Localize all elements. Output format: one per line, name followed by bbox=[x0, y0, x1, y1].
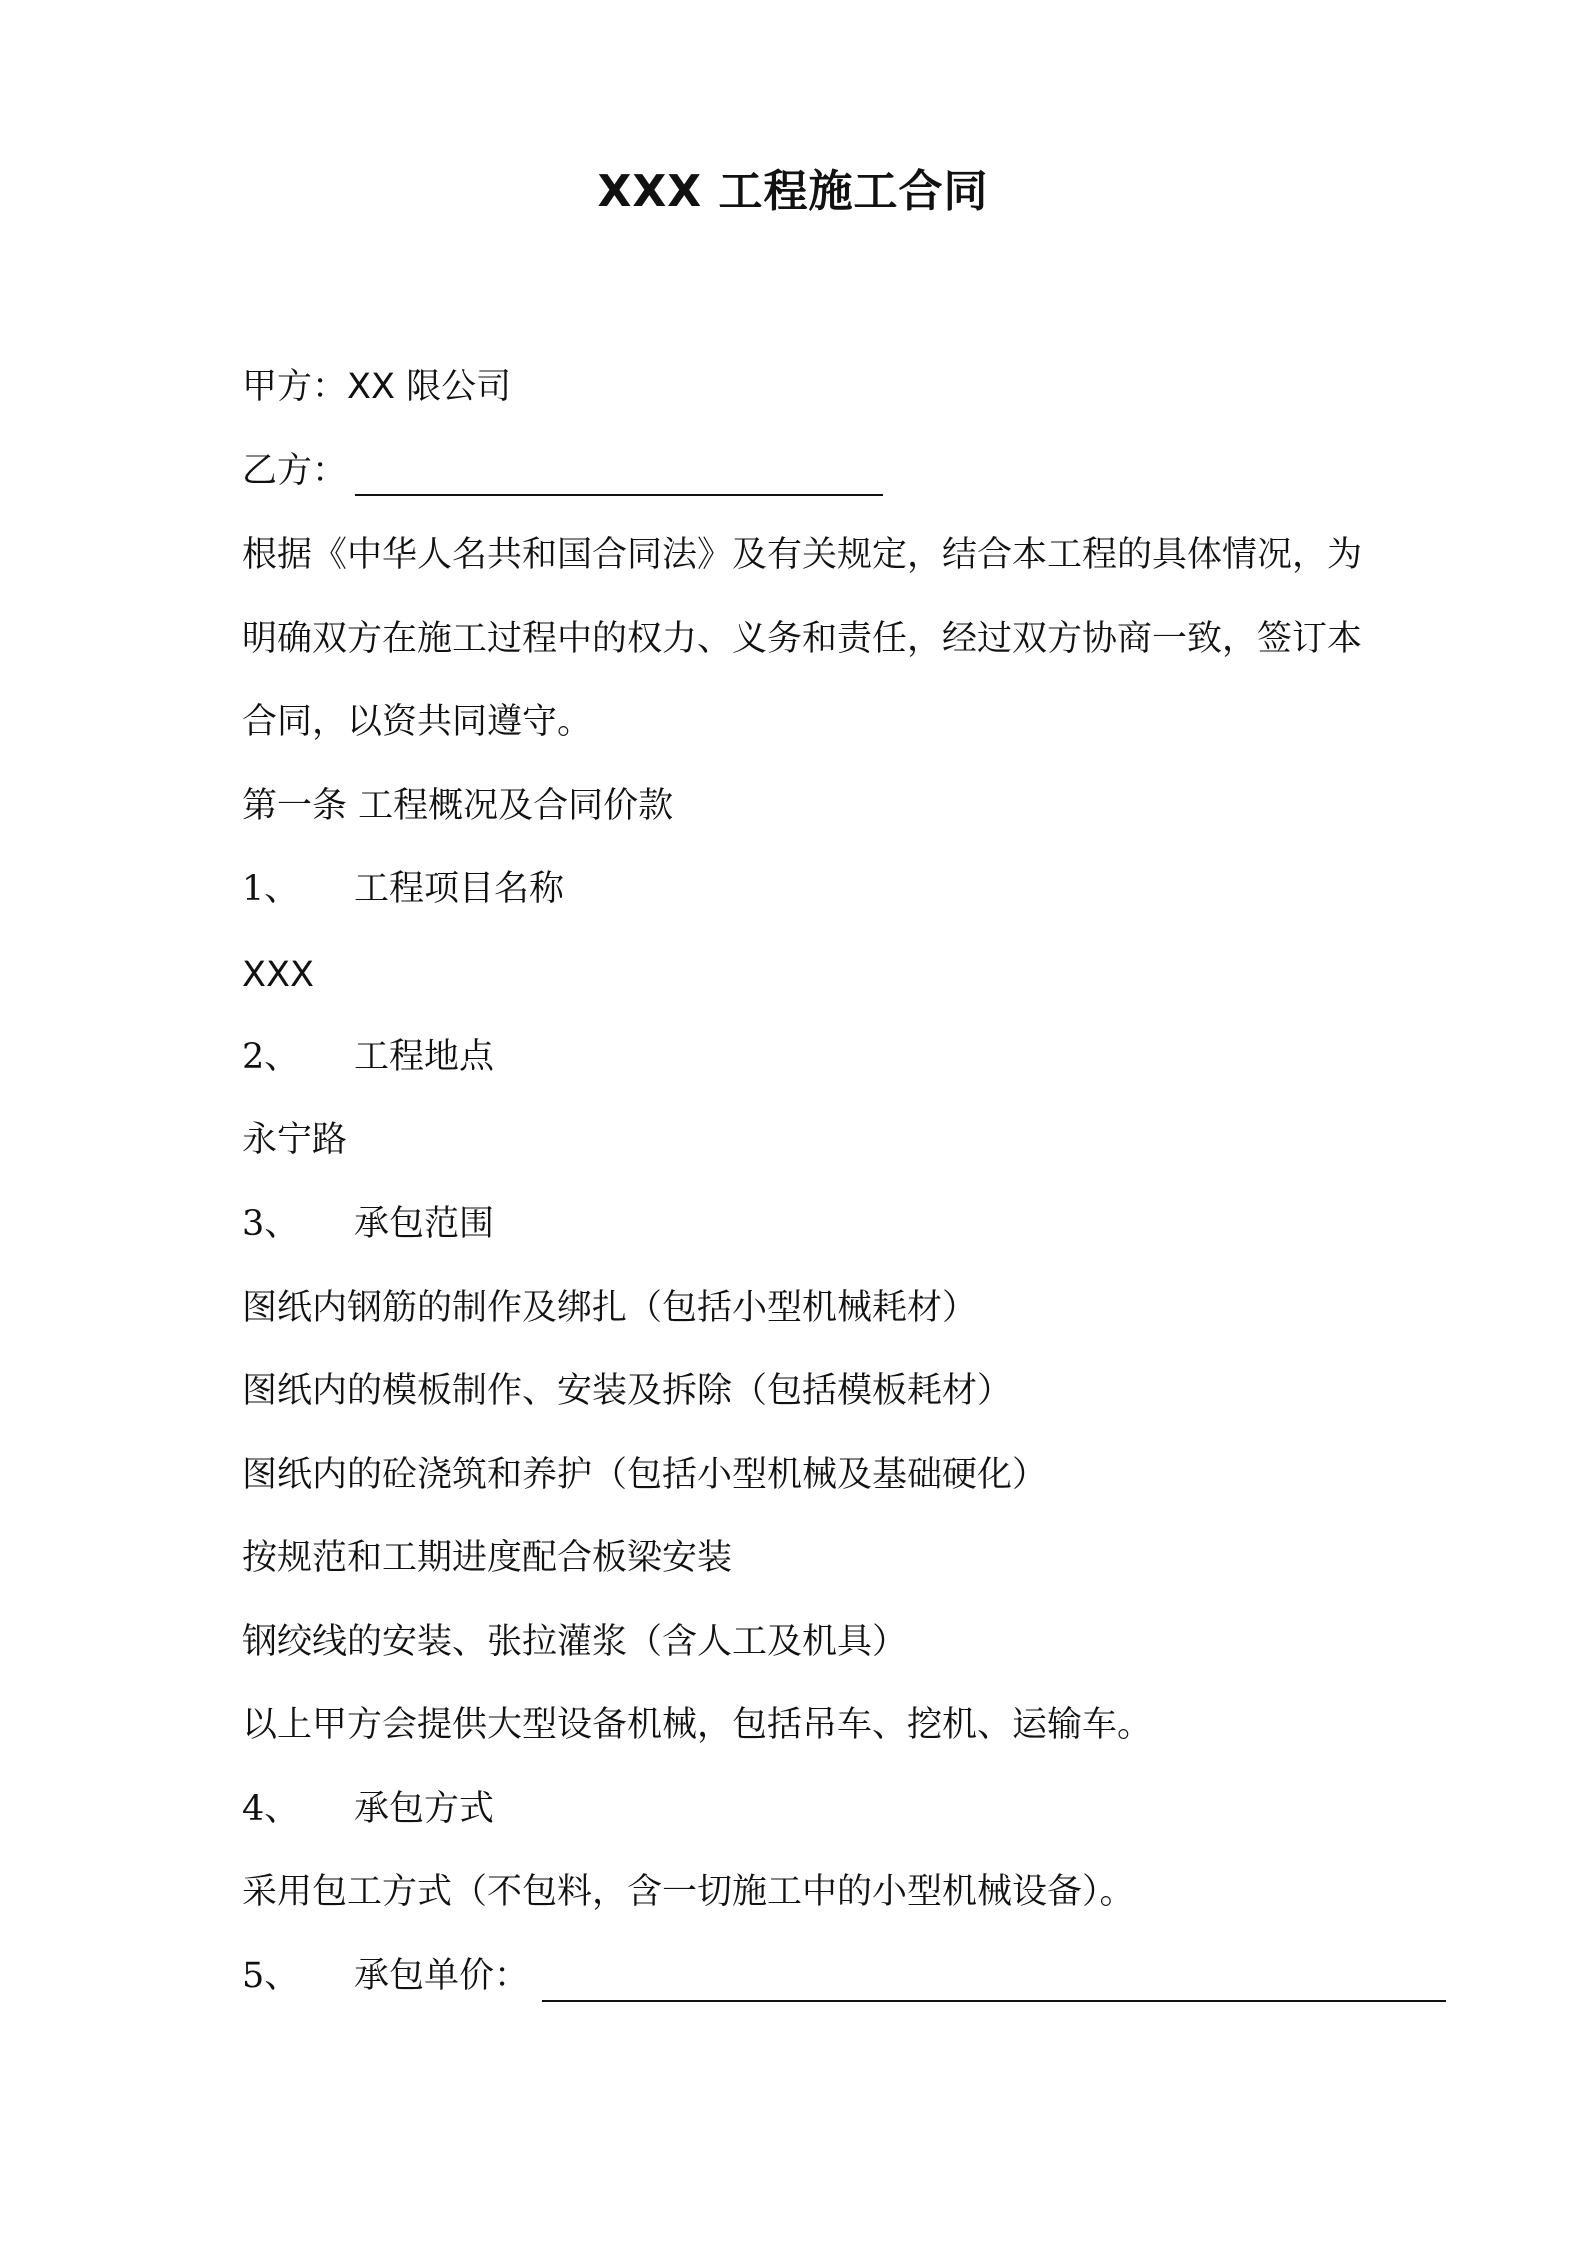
scope-item: 图纸内的模板制作、安装及拆除（包括模板耗材） bbox=[242, 1371, 1013, 1411]
item-4-label: 承包方式 bbox=[354, 1789, 495, 1829]
item-4-heading bbox=[242, 1784, 494, 1834]
item-5-number: 5、 bbox=[242, 1956, 300, 1996]
item-5-heading bbox=[242, 1951, 529, 2001]
item-2-number: 2、 bbox=[242, 1037, 300, 1077]
item-3-number: 3、 bbox=[242, 1204, 300, 1244]
scope-item: 钢绞线的安装、张拉灌浆（含人工及机具） bbox=[242, 1622, 908, 1662]
item-2-value: 永宁路 bbox=[242, 1120, 348, 1160]
item-3-label: 承包范围 bbox=[354, 1204, 495, 1244]
item-4-number: 4、 bbox=[242, 1789, 300, 1829]
scope-item: 按规范和工期进度配合板梁安装 bbox=[242, 1538, 733, 1578]
party-a-value: XX 限公司 bbox=[347, 367, 512, 407]
scope-item: 以上甲方会提供大型设备机械，包括吊车、挖机、运输车。 bbox=[242, 1705, 1153, 1745]
party-a-line bbox=[242, 362, 511, 412]
scope-item: 图纸内的砼浇筑和养护（包括小型机械及基础硬化） bbox=[242, 1455, 1048, 1495]
item-3-heading bbox=[242, 1199, 494, 1249]
article-1-prefix: 第一条 bbox=[242, 786, 348, 826]
party-a-label: 甲方： bbox=[242, 367, 348, 407]
document-title: XXX 工程施工合同 bbox=[597, 166, 989, 217]
item-2-label: 工程地点 bbox=[354, 1037, 495, 1077]
preamble-line-1: 根据《中华人名共和国合同法》及有关规定，结合本工程的具体情况，为 bbox=[242, 535, 1363, 575]
item-1-heading bbox=[242, 864, 564, 914]
unit-price-blank-line bbox=[542, 2000, 1446, 2002]
preamble-line-2: 明确双方在施工过程中的权力、义务和责任，经过双方协商一致，签订本 bbox=[242, 619, 1363, 659]
item-5-label: 承包单价： bbox=[354, 1956, 530, 1996]
item-1-number: 1、 bbox=[242, 869, 300, 909]
party-b-label: 乙方： bbox=[242, 451, 348, 491]
party-b-line bbox=[242, 446, 347, 496]
preamble-line-3: 合同，以资共同遵守。 bbox=[242, 702, 593, 742]
item-1-value: XXX bbox=[242, 955, 314, 995]
article-1-heading bbox=[242, 781, 673, 831]
article-1-title: 工程概况及合同价款 bbox=[358, 786, 674, 826]
item-2-heading bbox=[242, 1032, 494, 1082]
party-b-blank-line bbox=[355, 494, 883, 496]
item-1-label: 工程项目名称 bbox=[354, 869, 565, 909]
item-4-value: 采用包工方式（不包料，含一切施工中的小型机械设备）。 bbox=[242, 1872, 1135, 1912]
scope-item: 图纸内钢筋的制作及绑扎（包括小型机械耗材） bbox=[242, 1288, 978, 1328]
